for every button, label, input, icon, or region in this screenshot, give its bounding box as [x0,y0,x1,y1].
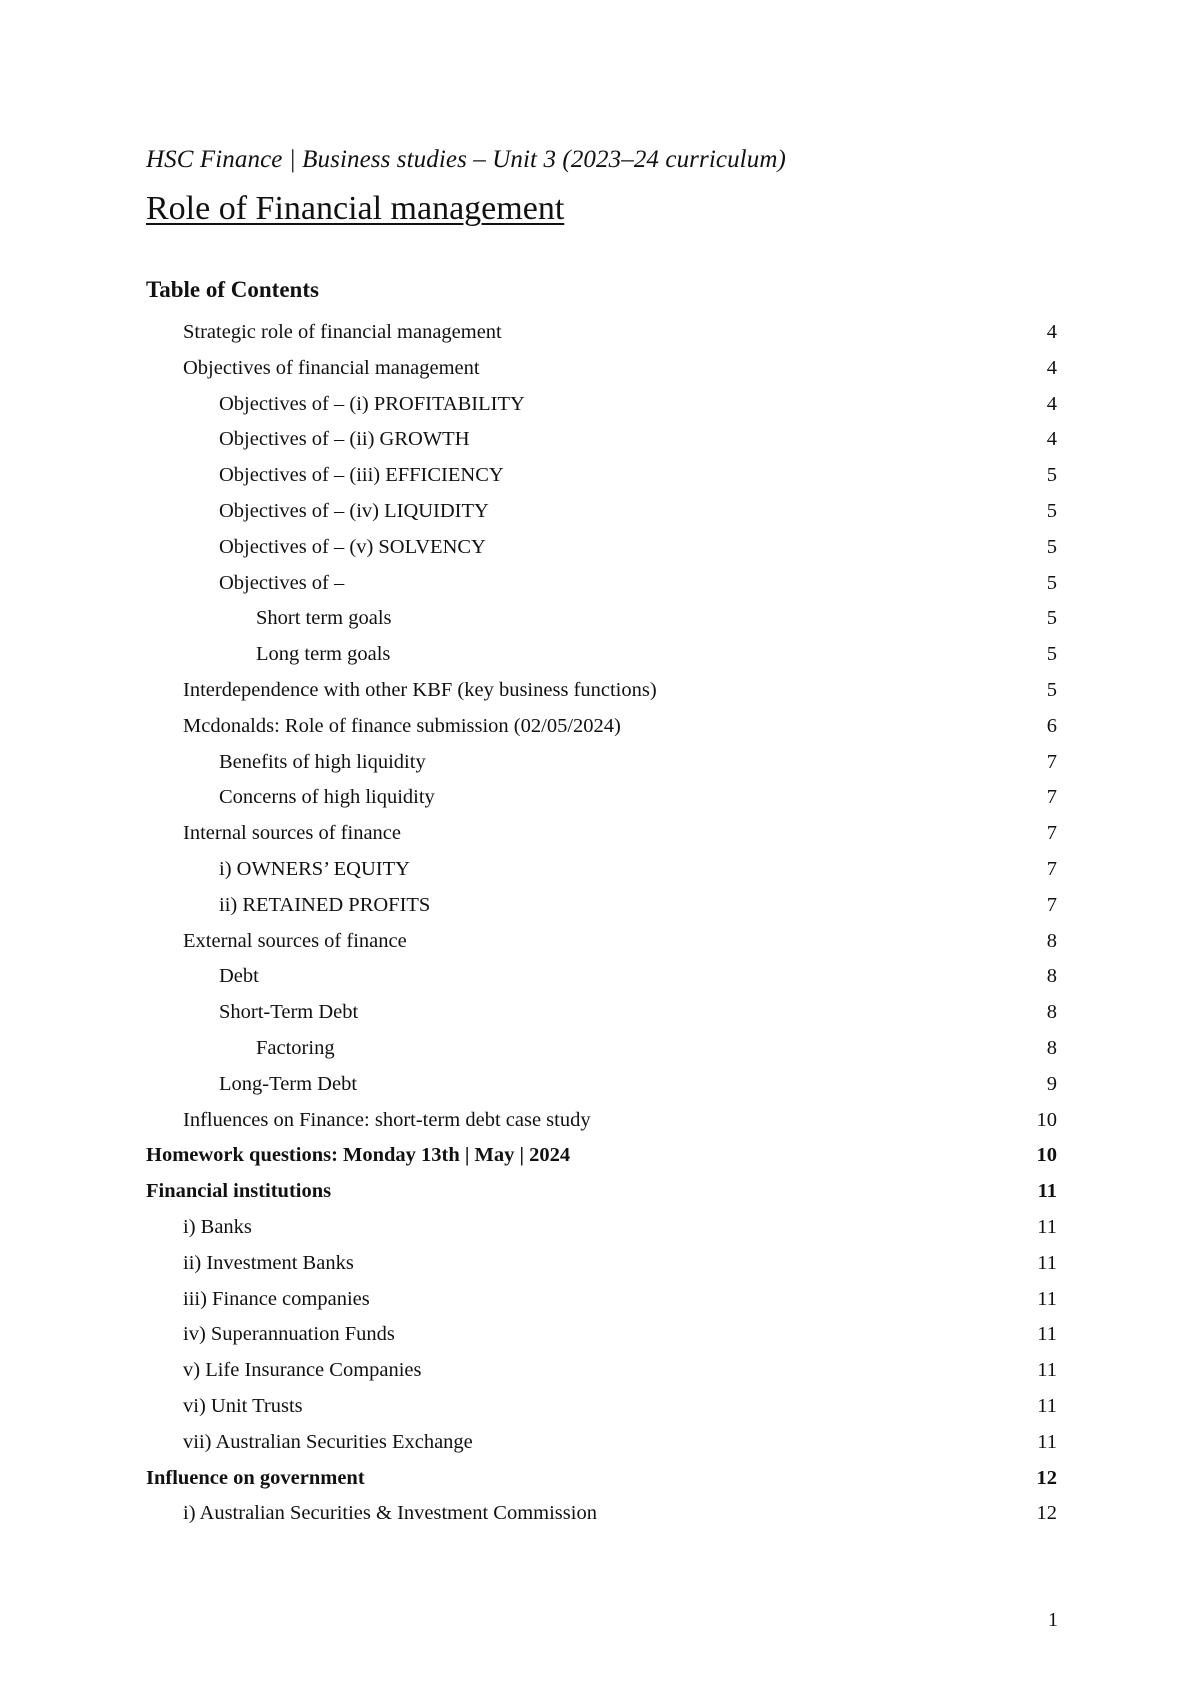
toc-entry-page: 8 [1046,1036,1057,1059]
toc-entry[interactable] [0,569,1200,605]
toc-entry-page: 4 [1046,321,1057,343]
toc-entry-page: 5 [1046,571,1057,594]
toc-entry-page: 12 [1036,1466,1057,1489]
toc-entry-page: 6 [1046,714,1057,737]
toc-entry-page: 5 [1046,535,1057,558]
toc-entry-label[interactable]: Long term goals [256,643,391,666]
toc-entry-page: 11 [1037,1251,1057,1274]
toc-entry-label[interactable]: Short term goals [256,607,392,630]
toc-entry[interactable] [0,1285,1200,1321]
toc-entry-label[interactable]: Mcdonalds: Role of finance submission (02/05/2024) [183,714,621,737]
toc-entry-page: 5 [1046,643,1057,666]
toc-entry-page: 5 [1046,464,1057,487]
toc-entry[interactable] [0,640,1200,676]
toc-entry-page: 7 [1046,822,1057,845]
toc-entry[interactable] [0,1249,1200,1285]
toc-entry-label[interactable]: Objectives of – (iii) EFFICIENCY [219,464,504,487]
toc-entry[interactable] [0,891,1200,927]
toc-entry-label[interactable]: v) Life Insurance Companies [183,1359,422,1382]
toc-entry-label[interactable]: Objectives of – (iv) LIQUIDITY [219,499,489,522]
document-subtitle: HSC Finance | Business studies – Unit 3 (2023–24 curriculum) [146,146,786,173]
toc-entry-page: 8 [1046,965,1057,988]
toc-entry-page: 4 [1046,428,1057,451]
toc-entry-page: 4 [1046,356,1057,379]
toc-entry[interactable] [0,390,1200,426]
toc-entry-page: 11 [1037,1215,1057,1238]
toc-entry-label[interactable]: Concerns of high liquidity [219,786,435,809]
toc-entry[interactable] [0,497,1200,533]
toc-entry[interactable] [0,855,1200,891]
toc-entry[interactable] [0,998,1200,1034]
toc-entry[interactable] [0,533,1200,569]
toc-entry-label[interactable]: Debt [219,965,259,988]
toc-entry[interactable] [0,1320,1200,1356]
toc-entry[interactable] [0,1392,1200,1428]
toc-entry-page: 4 [1046,392,1057,415]
toc-entry[interactable] [0,819,1200,855]
toc-entry[interactable] [0,1070,1200,1106]
toc-entry[interactable] [0,461,1200,497]
toc-entry-page: 9 [1046,1072,1057,1095]
toc-entry[interactable] [0,604,1200,640]
toc-entry-label[interactable]: Factoring [256,1036,335,1059]
toc-entry-label[interactable]: iv) Superannuation Funds [183,1323,395,1346]
toc-entry-label[interactable]: Objectives of – (v) SOLVENCY [219,535,486,558]
document-title: Role of Financial management [146,190,565,227]
toc-entry-page: 10 [1036,1144,1057,1167]
toc-entry[interactable] [0,354,1200,390]
toc-entry-label[interactable]: Objectives of – (ii) GROWTH [219,428,470,451]
toc-entry-page: 12 [1036,1502,1057,1525]
toc-entry-page: 7 [1046,893,1057,916]
toc-entry[interactable] [0,318,1200,354]
toc-entry[interactable] [0,1356,1200,1392]
toc-entry-page: 11 [1037,1359,1057,1382]
toc-entry-page: 5 [1046,499,1057,522]
toc-entry-label[interactable]: iii) Finance companies [183,1287,370,1310]
toc-entry-label[interactable]: ii) RETAINED PROFITS [219,893,431,916]
toc-entry[interactable] [0,425,1200,461]
toc-entry-label[interactable]: i) Banks [183,1215,252,1238]
toc-entry[interactable] [0,1034,1200,1070]
toc-entry-page: 5 [1046,678,1057,701]
toc-entry-page: 7 [1046,750,1057,773]
toc-entry-page: 11 [1037,1287,1057,1310]
toc-entry[interactable] [0,1499,1200,1535]
toc-entry-page: 8 [1046,1001,1057,1024]
toc-entry-label[interactable]: Objectives of – [219,571,345,594]
toc-entry-page: 7 [1046,786,1057,809]
toc-entry-label[interactable]: Long-Term Debt [219,1072,358,1095]
toc-entry-page: 11 [1037,1394,1057,1417]
toc-entry-label[interactable]: Financial institutions [146,1180,332,1203]
toc-entry[interactable] [0,712,1200,748]
toc-entry-page: 7 [1046,857,1057,880]
toc-entry-label[interactable]: Homework questions: Monday 13th | May | 2024 [146,1144,571,1167]
toc-entry[interactable] [0,748,1200,784]
toc-heading: Table of Contents [146,277,319,302]
toc-entry-label[interactable]: Internal sources of finance [183,822,401,845]
toc-entry-label[interactable]: vii) Australian Securities Exchange [183,1430,473,1453]
toc-entry[interactable] [0,927,1200,963]
toc-entry-label[interactable]: Objectives of – (i) PROFITABILITY [219,392,525,415]
toc-entry-label[interactable]: External sources of finance [183,929,407,952]
toc-entry[interactable] [0,1141,1200,1177]
toc-entry[interactable] [0,1464,1200,1500]
toc-entry-label[interactable]: Short-Term Debt [219,1001,359,1024]
toc-entry[interactable] [0,962,1200,998]
toc-entry-page: 11 [1037,1323,1057,1346]
toc-entry[interactable] [0,676,1200,712]
toc-entry[interactable] [0,1106,1200,1142]
toc-entry-label[interactable]: Objectives of financial management [183,356,480,379]
toc-entry-page: 11 [1037,1180,1057,1203]
table-of-contents [0,318,1200,1535]
toc-entry-page: 10 [1036,1108,1057,1131]
toc-entry-label[interactable]: Influence on government [146,1466,365,1489]
toc-entry-label[interactable]: ii) Investment Banks [183,1251,354,1274]
toc-entry-page: 8 [1046,929,1057,952]
toc-entry-label[interactable]: vi) Unit Trusts [183,1394,303,1417]
toc-entry-page: 5 [1046,607,1057,630]
toc-entry[interactable] [0,1213,1200,1249]
toc-entry-label[interactable]: i) Australian Securities & Investment Commission [183,1502,597,1525]
toc-entry-label[interactable]: Influences on Finance: short-term debt case study [183,1108,591,1131]
toc-entry-label[interactable]: Strategic role of financial management [183,321,502,343]
toc-entry[interactable] [0,1177,1200,1213]
toc-entry[interactable] [0,1428,1200,1464]
toc-entry-label[interactable]: i) OWNERS’ EQUITY [219,857,410,880]
toc-entry-page: 11 [1037,1430,1057,1453]
toc-entry-label[interactable]: Interdependence with other KBF (key business functions) [183,678,657,701]
toc-entry[interactable] [0,783,1200,819]
page-number: 1 [1048,1609,1058,1631]
toc-entry-label[interactable]: Benefits of high liquidity [219,750,426,773]
